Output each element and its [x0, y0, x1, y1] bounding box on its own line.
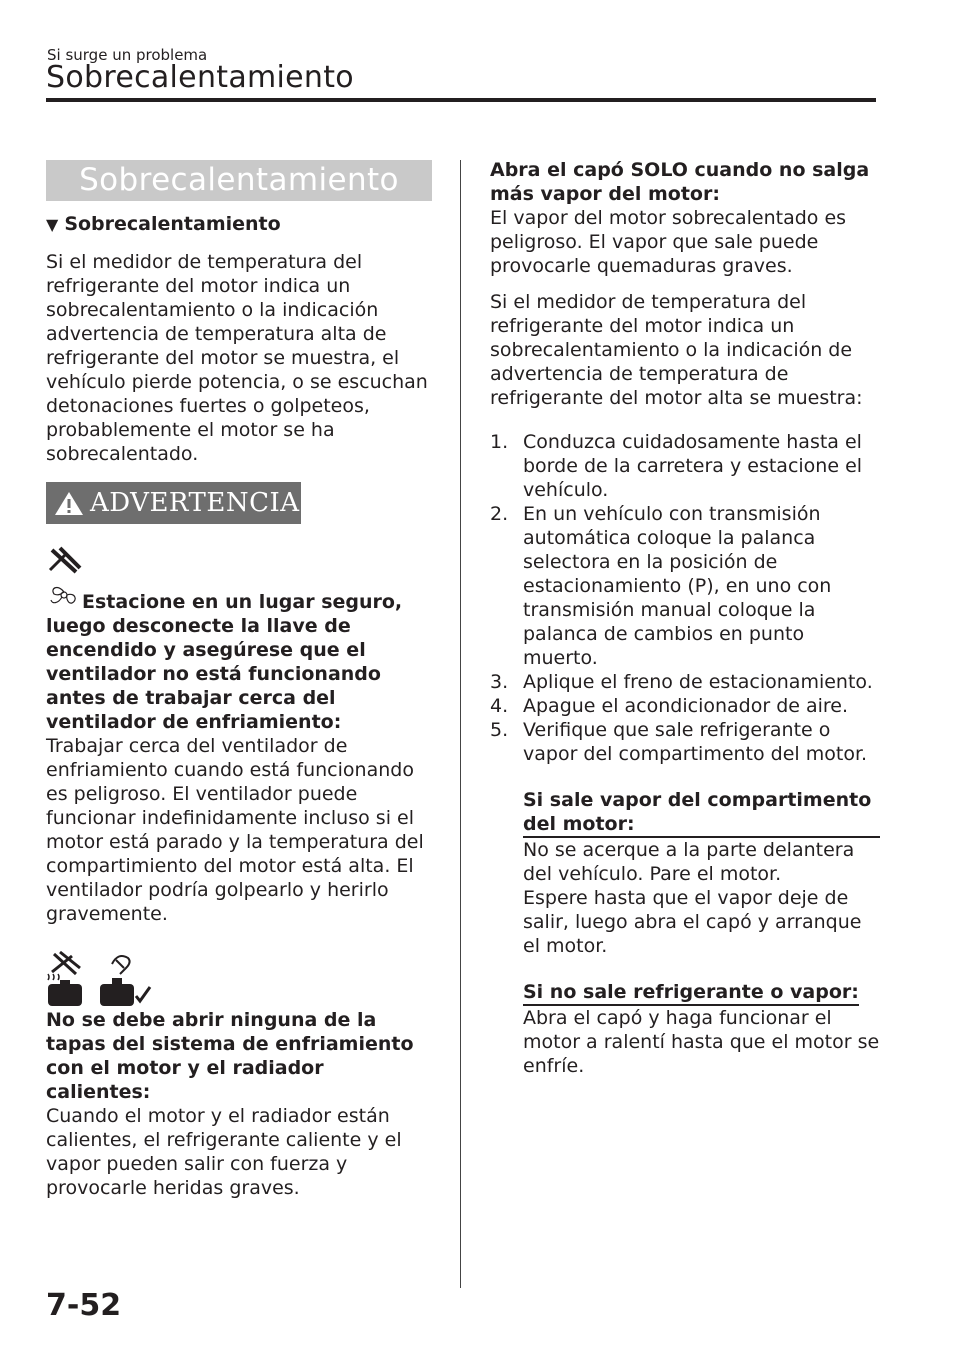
- warning-banner: [46, 482, 301, 524]
- page-title: Sobrecalentamiento: [46, 60, 354, 95]
- case-2-text: Abra el capó y haga funcionar el motor a ralentí hasta que el motor se enfríe.: [523, 1007, 880, 1077]
- fan-icon: [46, 582, 82, 614]
- warning-item-fan: [46, 544, 432, 926]
- section-banner: Sobrecalentamiento: [46, 160, 432, 201]
- list-item: 1. Conduzca cuidadosamente hasta el borde de la carretera y estacione el vehículo.: [490, 431, 863, 501]
- subheading: [46, 211, 432, 238]
- no-fan-icon: [46, 544, 90, 578]
- list-item: 3. Aplique el freno de estacionamiento.: [490, 671, 873, 693]
- warning-item-caps: [46, 950, 432, 1200]
- case-1-text-2: Espere hasta que el vapor deje de salir, luego abra el capó y arranque el motor.: [523, 887, 862, 957]
- procedure-steps: [490, 430, 880, 766]
- intro-paragraph: Si el medidor de temperatura del refrigerante del motor indica un sobrecalentamiento o la indicación advertencia de temperatura alta de refrigerante del motor se muestra, el vehículo pierde potencia, o se escuchan detonaciones fuertes o golpeteos, probablemente el motor se ha sobrecalentado.: [46, 251, 428, 465]
- case-no-steam: [523, 980, 880, 1078]
- list-item: 4. Apague el acondicionador de aire.: [490, 695, 849, 717]
- page-number: 7-52: [46, 1288, 122, 1323]
- triangle-down-icon: ▼: [46, 215, 59, 234]
- case-1-text: No se acerque a la parte delantera del vehículo. Pare el motor.: [523, 839, 855, 885]
- procedure-intro: Si el medidor de temperatura del refrigerante del motor indica un sobrecalentamiento o la indicación de advertencia de temperatura de refrigerante del motor alta se muestra:: [490, 291, 863, 409]
- list-item: 5. Verifique que sale refrigerante o vapor del compartimento del motor.: [490, 719, 868, 765]
- warning-2-text: Cuando el motor y el radiador están calientes, el refrigerante caliente y el vapor pueden salir con fuerza y provocarle heridas graves.: [46, 1105, 402, 1199]
- left-column: [46, 160, 432, 1200]
- column-divider: [460, 160, 461, 1288]
- warning-label: ADVERTENCIA: [90, 488, 300, 518]
- header-rule: [46, 98, 876, 102]
- case-2-heading: Si no sale refrigerante o vapor:: [523, 980, 859, 1006]
- right-column: [490, 158, 880, 1078]
- cool-cap-touch-icon: [96, 950, 156, 1008]
- warning-3-heading: Abra el capó SOLO cuando no salga más vapor del motor:: [490, 159, 870, 205]
- warning-3-text: El vapor del motor sobrecalentado es peligroso. El vapor que sale puede provocarle quemaduras graves.: [490, 207, 847, 277]
- section-label: Si surge un problema: [47, 46, 208, 64]
- warning-1-heading: Estacione en un lugar seguro, luego desconecte la llave de encendido y asegúrese que el ventilador no está funcionando antes de trabajar cerca del ventilador de enfriamiento:: [46, 591, 403, 733]
- hot-cap-no-touch-icon: [46, 950, 86, 1008]
- warning-triangle-icon: [54, 490, 84, 517]
- warning-1-text: Trabajar cerca del ventilador de enfriamiento cuando está funcionando es peligroso. El ventilador puede funcionar indefinidamente incluso si el motor está parado y la temperatura del compartimiento del motor está alta. El ventilador podría golpearlo y herirlo gravemente.: [46, 735, 424, 925]
- subheading-text: Sobrecalentamiento: [64, 213, 281, 235]
- warning-2-heading: No se debe abrir ninguna de la tapas del sistema de enfriamiento con el motor y el radiador calientes:: [46, 1009, 414, 1103]
- case-1-heading: Si sale vapor del compartimento del motor:: [523, 788, 880, 838]
- list-item: 2. En un vehículo con transmisión automática coloque la palanca selectora en la posición de estacionamiento (P), en uno con transmisión manual coloque la palanca de cambios en punto muerto.: [490, 503, 832, 669]
- case-steam: [523, 788, 880, 958]
